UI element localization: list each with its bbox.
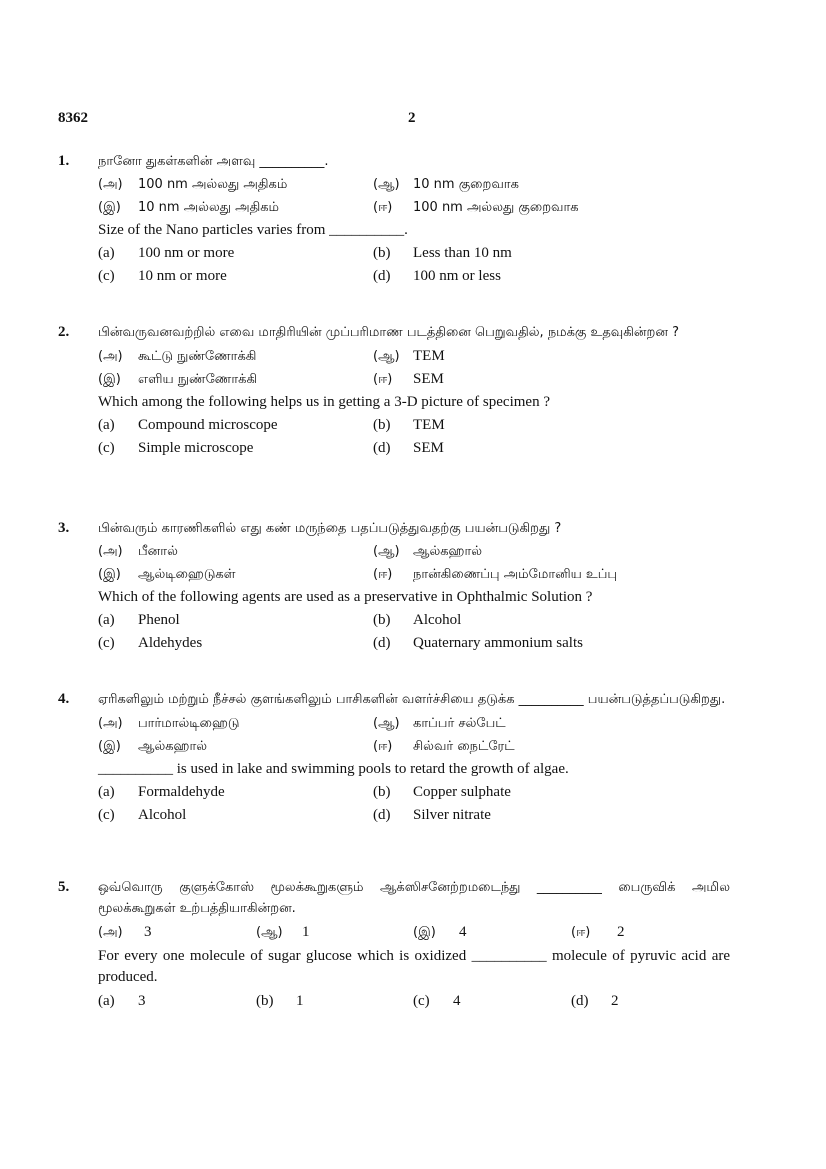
- option-english-b: (b) Less than 10 nm: [373, 245, 512, 261]
- option-english-b: (b) Alcohol: [373, 612, 462, 628]
- option-tamil-3: (இ) ஆல்டிஹைடுகள்: [98, 567, 236, 582]
- option-english-d: (d) 2: [571, 993, 619, 1009]
- option-english-c: (c) 10 nm or more: [98, 268, 227, 284]
- option-english-d: (d) Quaternary ammonium salts: [373, 635, 583, 651]
- option-english-c: (c) Aldehydes: [98, 635, 203, 651]
- option-tamil-1: (அ) கூட்டு நுண்ணோக்கி: [98, 349, 257, 364]
- question-4: [58, 689, 730, 827]
- option-english-b: (b) 1: [256, 993, 304, 1009]
- option-english-a: (a) 100 nm or more: [98, 245, 235, 261]
- option-tamil-1: (அ) 3: [98, 924, 152, 940]
- question-stem-tamil: ஒவ்வொரு குளுக்கோஸ் மூலக்கூறுகளும் ஆக்ஸிசனேற்றமடைந்து __________ பைருவிக் அமில மூலக்கூறுகள் உற்பத்தியாகின்றன.: [98, 880, 730, 916]
- option-english-c: (c) Alcohol: [98, 807, 187, 823]
- option-english-d: (d) Silver nitrate: [373, 807, 491, 823]
- question-1: [58, 150, 730, 288]
- option-english-a: (a) 3: [98, 993, 146, 1009]
- page-number: 2: [408, 110, 416, 126]
- question-stem-english: Which of the following agents are used as a preservative in Ophthalmic Solution ?: [98, 589, 593, 605]
- option-tamil-2: (ஆ) 1: [256, 924, 310, 940]
- question-number: 3.: [58, 520, 70, 536]
- question-stem-tamil: நானோ துகள்களின் அளவு __________.: [98, 154, 329, 169]
- option-tamil-2: (ஆ) 10 nm குறைவாக: [373, 177, 519, 192]
- option-english-a: (a) Compound microscope: [98, 417, 278, 433]
- question-stem-tamil: பின்வரும் காரணிகளில் எது கண் மருந்தை பதப்படுத்துவதற்கு பயன்படுகிறது ?: [98, 521, 562, 536]
- option-tamil-4: (ஈ) SEM: [373, 371, 444, 387]
- option-english-b: (b) TEM: [373, 417, 445, 433]
- question-number: 5.: [58, 879, 70, 895]
- option-tamil-1: (அ) பீனால்: [98, 544, 178, 559]
- option-english-d: (d) SEM: [373, 440, 444, 456]
- question-stem-tamil: பின்வருவனவற்றில் எவை மாதிரியின் முப்பரிமாண படத்தினை பெறுவதில், நமக்கு உதவுகின்றன ?: [98, 325, 679, 340]
- option-tamil-2: (ஆ) ஆல்கஹால்: [373, 544, 483, 559]
- paper-code: 8362: [58, 110, 88, 126]
- option-tamil-4: (ஈ) நான்கிணைப்பு அம்மோனிய உப்பு: [373, 567, 618, 582]
- question-number: 2.: [58, 324, 70, 340]
- option-tamil-2: (ஆ) TEM: [373, 348, 445, 364]
- question-2: [58, 322, 730, 460]
- option-tamil-1: (அ) பார்மால்டிஹைடு: [98, 716, 240, 731]
- question-stem-english: Size of the Nano particles varies from __________.: [98, 222, 408, 238]
- question-number: 4.: [58, 691, 70, 707]
- option-tamil-1: (அ) 100 nm அல்லது அதிகம்: [98, 177, 288, 192]
- option-english-c: (c) Simple microscope: [98, 440, 254, 456]
- option-english-a: (a) Phenol: [98, 612, 180, 628]
- option-english-c: (c) 4: [413, 993, 461, 1009]
- option-english-b: (b) Copper sulphate: [373, 784, 511, 800]
- option-tamil-3: (இ) 4: [413, 924, 467, 940]
- option-tamil-4: (ஈ) சில்வர் நைட்ரேட்: [373, 739, 515, 754]
- question-number: 1.: [58, 153, 70, 169]
- question-5: [58, 877, 730, 1013]
- option-english-a: (a) Formaldehyde: [98, 784, 225, 800]
- question-stem-english: __________ is used in lake and swimming pools to retard the growth of algae.: [98, 761, 569, 777]
- option-english-d: (d) 100 nm or less: [373, 268, 501, 284]
- option-tamil-3: (இ) எளிய நுண்ணோக்கி: [98, 372, 258, 387]
- question-stem-tamil: ஏரிகளிலும் மற்றும் நீச்சல் குளங்களிலும் பாசிகளின் வளர்ச்சியை தடுக்க __________ பயன்படுத்தப்படுகிறது.: [98, 692, 726, 707]
- option-tamil-3: (இ) ஆல்கஹால்: [98, 739, 208, 754]
- question-3: [58, 517, 730, 655]
- option-tamil-3: (இ) 10 nm அல்லது அதிகம்: [98, 200, 280, 215]
- option-tamil-4: (ஈ) 2: [571, 924, 625, 940]
- question-stem-english: Which among the following helps us in getting a 3-D picture of specimen ?: [98, 394, 550, 410]
- option-tamil-2: (ஆ) காப்பர் சல்பேட்: [373, 716, 506, 731]
- option-tamil-4: (ஈ) 100 nm அல்லது குறைவாக: [373, 200, 579, 215]
- question-stem-english: For every one molecule of sugar glucose which is oxidized __________ molecule of pyruvic acid are produced.: [98, 948, 730, 985]
